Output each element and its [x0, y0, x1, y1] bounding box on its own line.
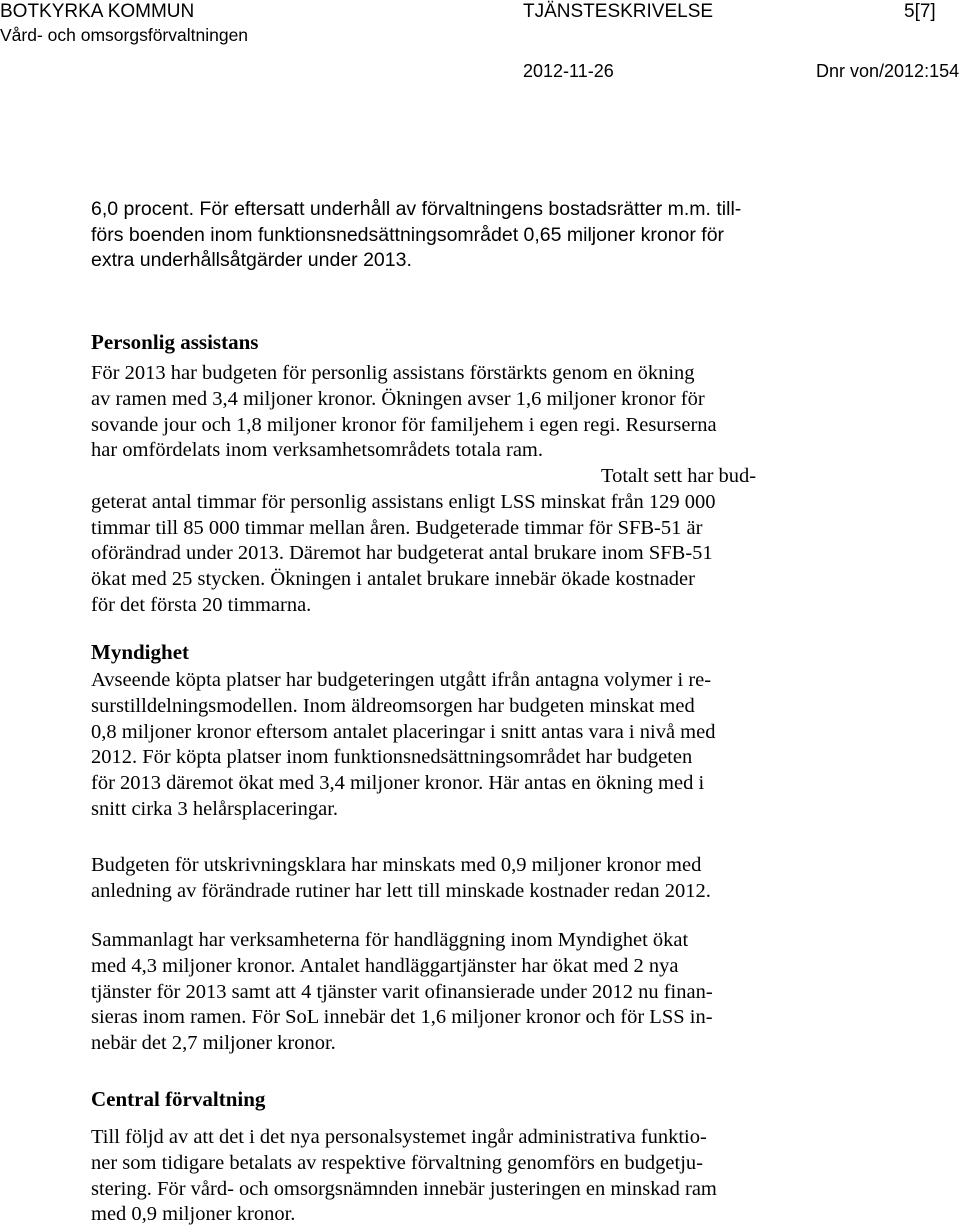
- heading-myndighet: Myndighet: [91, 640, 190, 664]
- myndighet-paragraph-3: Sammanlagt har verksamheterna för handläggning inom Myndighet ökat med 4,3 miljoner kronor. Antalet handläggartjänster har ökat med 2 nya tjänster för 2013 samt att 4 tjänster varit ofinansierade under 2012 nu finan- sieras inom ramen. För SoL innebär det 1,6 miljoner kronor och för LSS in- nebär det 2,7 miljoner kronor.: [91, 929, 713, 1055]
- central-paragraph-1: Till följd av att det i det nya personalsystemet ingår administrativa funktio- ner som tidigare betalats av respektive förvaltning genomförs en budgetju- stering. För vård- och omsorgsnämnden innebär justeringen en minskad ram med 0,9 miljoner kronor.: [91, 1126, 717, 1226]
- myndighet-paragraph-2: Budgeten för utskrivningsklara har minskats med 0,9 miljoner kronor med anledning av förändrade rutiner har lett till minskade kostnader redan 2012.: [91, 854, 711, 902]
- intro-paragraph: 6,0 procent. För eftersatt underhåll av förvaltningens bostadsrätter m.m. till- förs boenden inom funktionsnedsättningsområdet 0,65 miljoner kronor för extra underhållsåtgärder under 2013.: [91, 198, 742, 272]
- document-reference: Dnr von/2012:154: [816, 61, 960, 81]
- heading-personlig-assistans: Personlig assistans: [91, 330, 259, 354]
- org-name: BOTKYRKA KOMMUN: [0, 1, 195, 22]
- page-number: 5[7]: [904, 1, 936, 22]
- myndighet-paragraph-1: Avseende köpta platser har budgeteringen utgått ifrån antagna volymer i re- surstilldelningsmodellen. Inom äldreomsorgen har budgeten minskat med 0,8 miljoner kronor eftersom antalet placeringar i snitt antas vara i nivå med 2012. För köpta platser inom funktionsnedsättningsområdet har budgeten för 2013 däremot ökat med 3,4 miljoner kronor. Här antas en ökning med i snitt cirka 3 helårsplaceringar.: [91, 669, 716, 820]
- personlig-paragraph-2: Totalt sett har bud- geterat antal timmar för personlig assistans enligt LSS minskat från 129 000 timmar till 85 000 timmar mellan åren. Budgeterade timmar för SFB-51 är oförändrad under 2013. Däremot har budgeterat antal brukare inom SFB-51 ökat med 25 stycken. Ökningen i antalet brukare innebär ökade kostnader för det första 20 timmarna.: [91, 465, 757, 616]
- department-name: Vård- och omsorgsförvaltningen: [0, 25, 249, 45]
- document-type: TJÄNSTESKRIVELSE: [523, 1, 714, 22]
- personlig-paragraph-1: För 2013 har budgeten för personlig assistans förstärkts genom en ökning av ramen med 3,4 miljoner kronor. Ökningen avser 1,6 miljoner kronor för sovande jour och 1,8 miljoner kronor för familjehem i egen regi. Resurserna har omfördelats inom verksamhetsområdets totala ram.: [91, 362, 717, 462]
- document-date: 2012-11-26: [523, 61, 614, 81]
- heading-central-forvaltning: Central förvaltning: [91, 1087, 266, 1111]
